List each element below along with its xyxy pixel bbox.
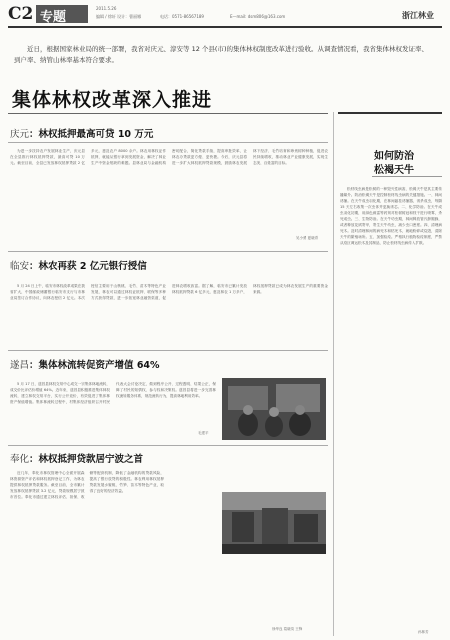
fenghua-title: ：林权抵押贷款居宁波之首	[29, 454, 144, 465]
sidebar-byline: 孙林芳	[418, 630, 429, 634]
sidebar-top-rule	[338, 112, 442, 114]
linan-title: ：林农再获 2 亿元银行授信	[29, 261, 147, 272]
fenghua-body-left	[10, 470, 164, 632]
qingyuan-paragraph: 为进一步扶持农户发展林业生产，庆元县在全县推行林权抵押贷款，最高可贷 10 万元。截至目前，全县已发放林权抵押贷款 2 亿多元，惠及农户 8000 余户。林农用林权证作抵押，就能从银行拿到发展资金，解决了林业生产中资金短缺的难题。县林业局与金融机构密切配合，简化贷款手续，提高审批效率，让林农办贷款更方便、更快捷。今后，庆元县将进一步扩大林权抵押贷款规模，鼓励林农发展林下经济、毛竹培育和珍贵树种种植，促进农民持续增收，推动林业产业健康发展，实现生态美、百姓富的目标。	[10, 149, 328, 165]
suichang-top-rule	[8, 350, 328, 351]
fenghua-photo	[222, 492, 326, 554]
fenghua-paragraph: 近几年，奉化市林权管理中心全面开展森林资源资产评估和林权抵押登记工作，为林农提供林权抵押贷款服务。截至目前，全市累计发放林权抵押贷款 3.2 亿元，贷款规模居宁波市首位。奉化市通过建立林权评估、担保、收储等配套机制，降低了金融机构的贷款风险，提高了银行放贷的积极性。林农利用林权抵押贷款发展水蜜桃、竹笋、苗木等特色产业，取得了良好的经济效益。	[10, 471, 164, 499]
linan-body	[10, 283, 328, 347]
fenghua-photo-svg	[222, 492, 326, 554]
issue-date: 2011.5.26	[96, 6, 117, 11]
qingyuan-body	[10, 148, 328, 246]
fenghua-headline	[10, 451, 143, 465]
headline-rule	[8, 113, 328, 114]
lead-text: 近日，根据国家林业局的统一部署，我省对庆元、淳安等 12 个县(市)的集体林权制度改革进行验收。从调查情况看，我省集体林权发证率、到户率、纳管山林率基本符合要求。	[14, 45, 428, 64]
section-code: C2	[8, 4, 34, 24]
suichang-body	[10, 381, 216, 435]
header-rule	[8, 26, 442, 28]
suichang-byline: 毛建平	[198, 431, 209, 435]
sidebar-title-line1: 如何防治	[374, 151, 414, 162]
linan-paragraph: 5 月 24 日上午，临安市林权改革成果在我省扩大，中国邮政储蓄银行临安市支行与市林业局签订合作协议，向林农授信 2 亿元。本次授信主要用于山核桃、毛竹、苗木等特色产业发展，林农可以通过林权证抵押、联保等多种方式获得贷款，进一步拓宽林业融资渠道，促进林农增收致富。据了解，临安市已累计发放林权抵押贷款 6 亿多元，惠及林农 1 万多户，林权抵押贷款已成为林农发展生产的重要资金来源。	[10, 284, 328, 300]
suichang-photo-svg	[222, 378, 326, 440]
suichang-photo	[222, 378, 326, 440]
lead-paragraph	[14, 44, 434, 66]
fenghua-place: 奉化	[10, 454, 30, 465]
sidebar-title-line2: 松褐天牛	[374, 165, 414, 176]
qingyuan-byline: 吴小勇 夏晓青	[296, 236, 319, 240]
contact-email[interactable]: E—mail: dsm806@163.com	[230, 14, 286, 19]
contact-phone: 电话：0571-86567189	[160, 14, 204, 19]
newspaper-name: 浙江林业	[402, 11, 434, 20]
main-headline: 集体林权改革深入推进	[12, 89, 213, 111]
linan-place: 临安	[10, 261, 30, 272]
qingyuan-title: ：林权抵押最高可贷 10 万元	[29, 129, 154, 140]
sidebar-body	[340, 186, 442, 626]
sidebar-divider	[333, 112, 334, 636]
qingyuan-rule	[8, 142, 328, 143]
qingyuan-place: 庆元	[10, 129, 30, 140]
qingyuan-headline	[10, 126, 153, 140]
suichang-title: ：集体林流转促资产增值 64%	[29, 360, 160, 371]
suichang-paragraph: 5 月 17 日，遂昌县林权交易中心成交一宗集体林地流转，成交价比评估价增值 64%。近年来，遂昌县积极推进集体林权流转，建立林权交易平台，实行公开竞价，有效促进了集体林资产保值增值。集体林流转过程中，村集体经济组织召开村民代表大会讨论决定，做到程序公开、过程透明、结果公正，保障了村民的知情权、参与权和决策权。遂昌县将进一步完善林权流转服务体系，规范流转行为，提高林地利用效率。	[10, 382, 216, 404]
fenghua-top-rule	[8, 445, 328, 446]
section-name-box	[36, 5, 88, 23]
linan-headline	[10, 258, 147, 272]
suichang-headline	[10, 357, 160, 371]
fenghua-byline: 徐华良 葛晓岚 王锋	[272, 627, 303, 631]
section-name: 专题	[40, 10, 67, 25]
linan-top-rule	[8, 251, 328, 252]
sidebar-paragraph: 松材线虫病是松树的一种毁灭性病害，松褐天牛是其主要传播媒介。防治松褐天牛是控制松材线虫病的关键措施。一、林间诱捕。在天牛成虫羽化期，在林间悬挂诱捕器，诱杀成虫，每隔 15 天左右收集一次虫体并更换诱芯。二、化学防治。在天牛成虫羽化初期，用绿色威雷等药剂对松树树冠和枝干进行喷雾，杀死成虫。三、生物防治。在天牛幼虫期，林间释放管氏肿腿蜂，或者释放花绒寄甲，寄生天牛幼虫，减少虫口密度。四、清理病死木。及时清理林间的病死木和枯死木，就地粉碎或烧毁，清除天牛的繁殖场所。五、加强检疫。严格执行植物检疫制度，严禁从疫区调运松木及其制品，防止松材线虫病传入扩散。	[340, 187, 442, 245]
sidebar-title-rule	[372, 176, 442, 177]
section-masthead	[8, 4, 442, 26]
suichang-place: 遂昌	[10, 360, 30, 371]
editor-credit: 编辑 / 徐轩 设计：曹丽娜	[96, 14, 142, 19]
